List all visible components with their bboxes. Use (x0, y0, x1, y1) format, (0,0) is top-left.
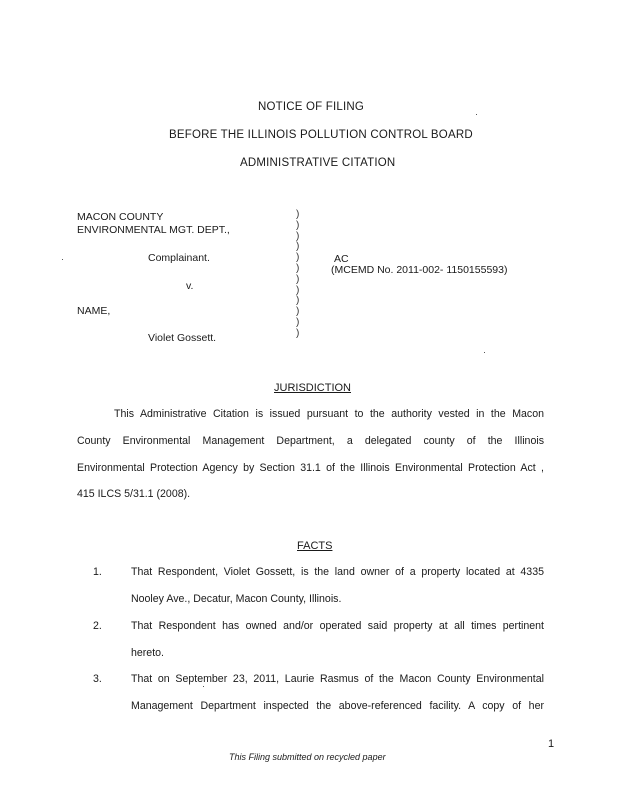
jurisdiction-line-1: This Administrative Citation is issued pursuant to the authority vested in the Macon (114, 408, 544, 420)
scan-speck (203, 686, 204, 687)
fact-2-line-2: hereto. (131, 647, 164, 659)
scan-speck (484, 352, 485, 353)
case-number: (MCEMD No. 2011-002- 1150155593) (331, 264, 508, 276)
page-number: 1 (548, 738, 555, 750)
jurisdiction-line-2: County Environmental Management Department, a delegated county of the Illinois (77, 435, 544, 447)
caption-divider: ) ) ) ) ) ) ) ) ) ) ) ) (296, 209, 300, 339)
fact-1-line-2: Nooley Ave., Decatur, Macon County, Illinois. (131, 593, 342, 605)
complainant-line-2: ENVIRONMENTAL MGT. DEPT., (77, 224, 230, 236)
respondent-person: Violet Gossett. (148, 332, 217, 344)
scan-speck (476, 114, 477, 115)
fact-3-line-1: That on September 23, 2011, Laurie Rasmus of the Macon County Environmental (131, 673, 544, 685)
jurisdiction-line-4: 415 ILCS 5/31.1 (2008). (77, 488, 191, 500)
fact-2-number: 2. (93, 620, 102, 632)
case-type: AC (334, 253, 349, 265)
fact-2-line-1: That Respondent has owned and/or operated said property at all times pertinent (131, 620, 544, 632)
fact-3-line-2: Management Department inspected the above-referenced facility. A copy of her (131, 700, 544, 712)
versus-label: v. (186, 280, 194, 292)
respondent-name: NAME, (77, 305, 111, 317)
jurisdiction-line-3: Environmental Protection Agency by Section 31.1 of the Illinois Environmental Protection Act , (77, 462, 544, 474)
citation-heading: ADMINISTRATIVE CITATION (240, 157, 396, 169)
fact-1-number: 1. (93, 566, 102, 578)
recycled-paper-note: This Filing submitted on recycled paper (229, 752, 386, 762)
complainant-role: Complainant. (148, 252, 210, 264)
facts-heading: FACTS (297, 540, 333, 552)
document-title: NOTICE OF FILING (258, 101, 365, 113)
complainant-line-1: MACON COUNTY (77, 211, 164, 223)
jurisdiction-heading: JURISDICTION (274, 382, 351, 394)
board-heading: BEFORE THE ILLINOIS POLLUTION CONTROL BOARD (169, 129, 473, 141)
fact-3-number: 3. (93, 673, 102, 685)
fact-1-line-1: That Respondent, Violet Gossett, is the land owner of a property located at 4335 (131, 566, 544, 578)
scan-speck (62, 259, 63, 260)
